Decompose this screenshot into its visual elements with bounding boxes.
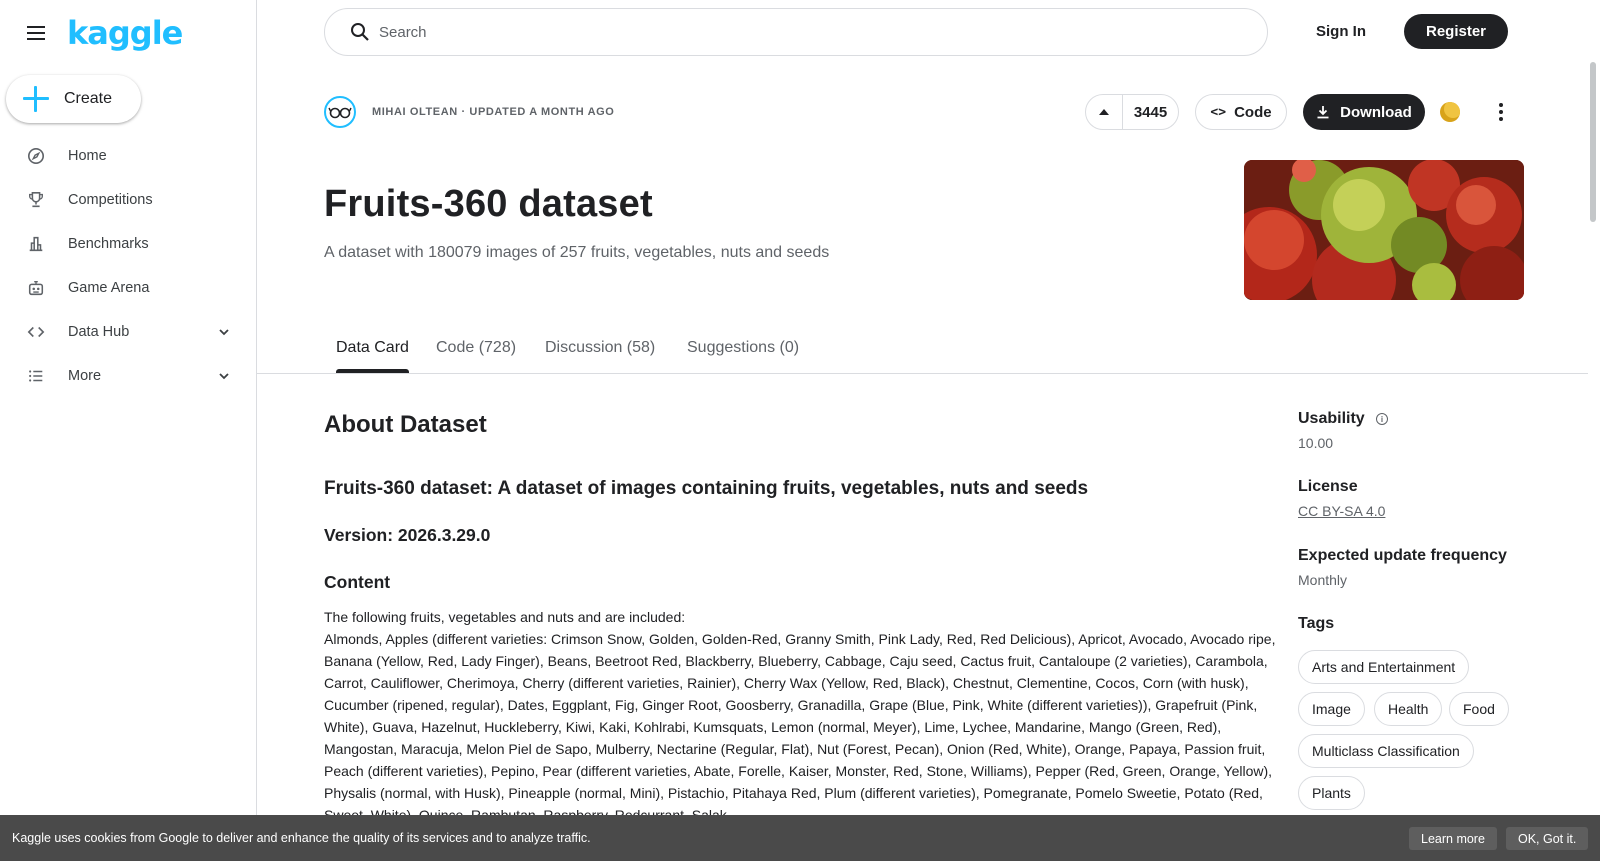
content-body — [324, 606, 1276, 826]
create-button[interactable] — [6, 75, 141, 123]
version-heading: Version: 2026.3.29.0 — [324, 525, 491, 545]
learn-more-button[interactable]: Learn more — [1409, 827, 1497, 850]
tag-chip[interactable]: Arts and Entertainment — [1298, 650, 1469, 684]
sidebar-item-label: Data Hub — [68, 324, 130, 340]
menu-icon[interactable] — [24, 21, 48, 45]
content-heading: Content — [324, 572, 391, 592]
sign-in-button[interactable]: Sign In — [1316, 22, 1366, 40]
dataset-description-heading: Fruits-360 dataset: A dataset of images containing fruits, vegetables, nuts and seeds — [324, 478, 1089, 499]
vote-widget — [1085, 94, 1179, 130]
tab-code[interactable]: Code (728) — [436, 339, 517, 356]
owner-info — [324, 96, 614, 128]
owner-meta: MIHAI OLTEAN · UPDATED A MONTH AGO — [372, 106, 615, 118]
search-input[interactable] — [379, 24, 1179, 41]
plus-icon — [22, 85, 50, 113]
license-link[interactable]: CC BY-SA 4.0 — [1298, 503, 1386, 519]
sidebar-item-label: Home — [68, 148, 107, 164]
sidebar-item-game-arena[interactable] — [0, 266, 256, 310]
kaggle-logo[interactable]: kaggle — [67, 14, 183, 52]
sidebar-nav — [0, 134, 256, 398]
tag-chip[interactable]: Multiclass Classification — [1298, 734, 1474, 768]
triangle-up-icon — [1099, 109, 1109, 115]
content-intro: The following fruits, vegetables and nuts and are included: — [324, 609, 686, 625]
code-icon: <> — [1210, 104, 1227, 120]
dataset-cover-image — [1244, 160, 1524, 300]
chevron-down-icon[interactable] — [216, 368, 232, 384]
create-label: Create — [64, 90, 113, 107]
sidebar-item-label: Benchmarks — [68, 236, 149, 252]
scrollbar[interactable] — [1590, 62, 1596, 222]
sidebar-item-label: Game Arena — [68, 280, 150, 296]
tag-chip[interactable]: Image — [1298, 692, 1365, 726]
download-button[interactable] — [1303, 94, 1425, 130]
ok-got-it-button[interactable]: OK, Got it. — [1506, 827, 1588, 850]
sidebar-item-label: More — [68, 368, 102, 384]
upvote-button[interactable] — [1086, 95, 1123, 129]
fruit-list: Almonds, Apples (different varieties: Crimson Snow, Golden, Golden-Red, Granny Smith, Pink Lady, Red, Red Delicious), Apricot, Avocado, Avocado ripe, Banana (Yellow, Red, Lady Finger), Beans, Beetroot Red, Blackberry, Blueberry, Cabbage, Caju seed, Cactus fruit, Cantaloupe (2 varieties), Carambola, Carrot, Cauliflower, Cherimoya, Cherry (different varieties, Rainier), Cherry Wax (Yellow, Red, Black), Chestnut, Clementine, Cocos, Corn (with husk), Cucumber (ripened, regular), Dates, Eggplant, Fig, Ginger Root, Goosberry, Granadilla, Grape (Blue, Pink, White (different varieties)), Grapefruit (Pink, White), Guava, Hazelnut, Huckleberry, Kiwi, Kaki, Kohlrabi, Kumsquats, Lemon (normal, Meyer), Lime, Lychee, Mandarine, Mango (Green, Red), Mangostan, Maracuja, Melon Piel de Sapo, Mulberry, Nectarine (Regular, Flat), Nut (Forest, Pecan), Onion (Red, White), Orange, Papaya, Passion fruit, Peach (different varieties), Pepino, Pear (different varieties, Abate, Forelle, Kaiser, Monster, Red, Stone, Williams), Pepper (Red, Green, Orange, Yellow), Physalis (normal, with Husk), Pineapple (normal, Mini), Pistachio, Pitahaya Red, Plum (different varieties), Pomegranate, Pomelo Sweetie, Potato (Red, — [324, 631, 1276, 801]
download-label: Download — [1340, 103, 1412, 121]
frequency-value: Monthly — [1298, 572, 1348, 588]
tags-label: Tags — [1298, 615, 1335, 632]
code-icon — [26, 322, 46, 342]
tab-data-card[interactable]: Data Card — [336, 336, 409, 373]
cookie-message: Kaggle uses cookies from Google to deliver and enhance the quality of its services and to analyze traffic. — [12, 831, 591, 845]
avatar[interactable] — [324, 96, 356, 128]
sidebar — [0, 0, 257, 861]
register-button[interactable]: Register — [1404, 14, 1508, 49]
sidebar-item-label: Competitions — [68, 192, 153, 208]
tag-chip[interactable]: Health — [1374, 692, 1442, 726]
tag-chip[interactable]: Food — [1449, 692, 1509, 726]
sidebar-item-competitions[interactable] — [0, 178, 256, 222]
about-heading: About Dataset — [324, 411, 487, 438]
usability-value: 10.00 — [1298, 435, 1334, 451]
tab-suggestions[interactable]: Suggestions (0) — [687, 339, 800, 356]
more-options-icon[interactable] — [1491, 98, 1511, 126]
vote-count: 3445 — [1133, 103, 1168, 121]
bar-chart-icon — [26, 234, 46, 254]
page-subtitle: A dataset with 180079 images of 257 fruits, vegetables, nuts and seeds — [324, 244, 830, 261]
license-label: License — [1298, 478, 1358, 495]
sidebar-item-benchmarks[interactable] — [0, 222, 256, 266]
sidebar-item-home[interactable] — [0, 134, 256, 178]
compass-icon — [26, 146, 46, 166]
search-icon — [349, 21, 371, 43]
robot-icon — [26, 278, 46, 298]
medal-icon[interactable] — [1440, 102, 1460, 122]
dataset-tabs — [256, 336, 1588, 374]
sidebar-item-data-hub[interactable] — [0, 310, 256, 354]
sidebar-item-more[interactable] — [0, 354, 256, 398]
cookie-banner — [0, 815, 1600, 861]
code-label: Code — [1234, 103, 1272, 121]
usability-label: Usability — [1298, 410, 1365, 427]
list-icon — [26, 366, 46, 386]
info-icon[interactable]: i — [1376, 413, 1388, 425]
tag-chip[interactable]: Plants — [1298, 776, 1365, 810]
search-bar[interactable] — [324, 8, 1268, 56]
trophy-icon — [26, 190, 46, 210]
code-button[interactable] — [1195, 94, 1287, 130]
sidebar-header — [24, 14, 182, 52]
frequency-label: Expected update frequency — [1298, 547, 1507, 564]
page-title: Fruits-360 dataset — [324, 183, 653, 225]
chevron-down-icon[interactable] — [216, 324, 232, 340]
tab-discussion[interactable]: Discussion (58) — [545, 339, 656, 356]
download-icon — [1316, 105, 1330, 119]
